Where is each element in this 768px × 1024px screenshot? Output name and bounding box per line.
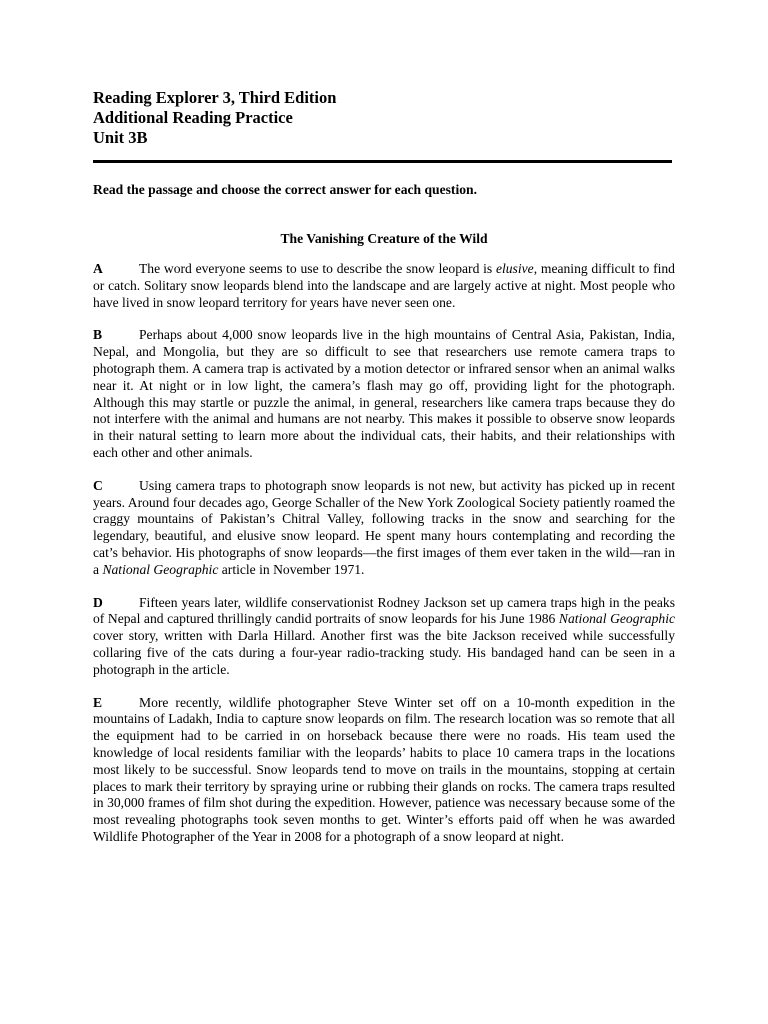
paragraph-text: More recently, wildlife photographer Steve Winter set off on a 10-month expedition in the mountains of Ladakh, India to capture snow leopards on film. The research location was so remote that all the equipment had to be carried in on horseback because there were no roads. His team used the knowledge of local residents familiar with the leopards’ habits to place 10 camera traps in the locations most likely to be successful. Snow leopards tend to move on trails in the mountains, stopping at certain places to mark their territory by spraying urine or rubbing their glands on rocks. The camera traps resulted in 30,000 frames of film shot during the expedition. However, patience was necessary because some of the most revealing photographs took seven months to get. Winter’s efforts paid off when he was awarded Wildlife Photographer of the Year in 2008 for a photograph of a snow leopard at night. bbox=[93, 694, 675, 844]
header-divider bbox=[93, 160, 672, 163]
italic-title-text: National Geographic bbox=[558, 611, 676, 627]
book-title: Reading Explorer 3, Third Edition bbox=[93, 88, 337, 107]
paragraph-text: Fifteen years later, wildlife conservationist Rodney Jackson set up camera traps high in the peaks of Nepal and captured thrillingly candid portraits of snow leopards for his June 1986 bbox=[93, 594, 675, 627]
paragraph-text: The word everyone seems to use to describe the snow leopard is bbox=[139, 261, 496, 276]
paragraph-letter: D bbox=[93, 594, 103, 610]
paragraph-text: Using camera traps to photograph snow leopards is not new, but activity has picked up in recent years. Around four decades ago, George Schaller of the New York Zoological Society patiently roamed the craggy mountains of Pakistan’s Chitral Valley, following tracks in the snow and searching for the legendary, beautiful, and elusive snow leopard. He spent many hours contemplating and recording the cat’s behavior. His photographs of snow leopards—the first images of them ever taken in the wild—ran in a bbox=[93, 477, 675, 577]
unit-label: Unit 3B bbox=[93, 128, 148, 147]
paragraph-letter: C bbox=[93, 477, 103, 493]
paragraph-text: Perhaps about 4,000 snow leopards live in the high mountains of Central Asia, Pakistan, India, Nepal, and Mongolia, but they are so difficult to see that researchers use remote camera traps to photograph them. A camera trap is activated by a motion detector or infrared sensor when an animal walks near it. At night or in low light, the camera’s flash may go off, providing light for the photograph. Although this may startle or puzzle the animal, in general, researchers like camera traps because they do not interfere with the animal and humans are not nearby. This makes it possible to observe snow leopards in their natural setting to learn more about the individual cats, their habits, and their relationships with each other and other animals. bbox=[93, 327, 675, 460]
paragraph-text: article in November 1971. bbox=[218, 561, 365, 577]
document-header bbox=[93, 88, 675, 148]
paragraph-d bbox=[93, 595, 675, 679]
paragraph-e bbox=[93, 695, 675, 846]
paragraph-letter: B bbox=[93, 327, 103, 343]
paragraph-text: , meaning difficult to find or catch. Solitary snow leopards blend into the landscape and are largely active at night. Most people who have lived in snow leopard territory for years have never seen one. bbox=[93, 261, 675, 310]
italic-title-text: elusive bbox=[495, 261, 534, 276]
instructions: Read the passage and choose the correct answer for each question. bbox=[93, 182, 477, 197]
paragraph-a bbox=[93, 261, 675, 311]
paragraph-c bbox=[93, 478, 675, 579]
paragraph-letter: E bbox=[93, 694, 103, 710]
section-title: Additional Reading Practice bbox=[93, 108, 293, 127]
paragraph-letter: A bbox=[93, 261, 103, 276]
document-page bbox=[93, 88, 675, 846]
paragraph-text: cover story, written with Darla Hillard. Another first was the bite Jackson received while successfully collaring five of the cats during a four-year radio-tracking study. His bandaged hand can be seen in a photograph in the article. bbox=[93, 628, 675, 677]
italic-title-text: National Geographic bbox=[102, 561, 219, 577]
passage-body bbox=[93, 261, 675, 846]
paragraph-b bbox=[93, 327, 675, 461]
passage-title: The Vanishing Creature of the Wild bbox=[280, 231, 488, 246]
